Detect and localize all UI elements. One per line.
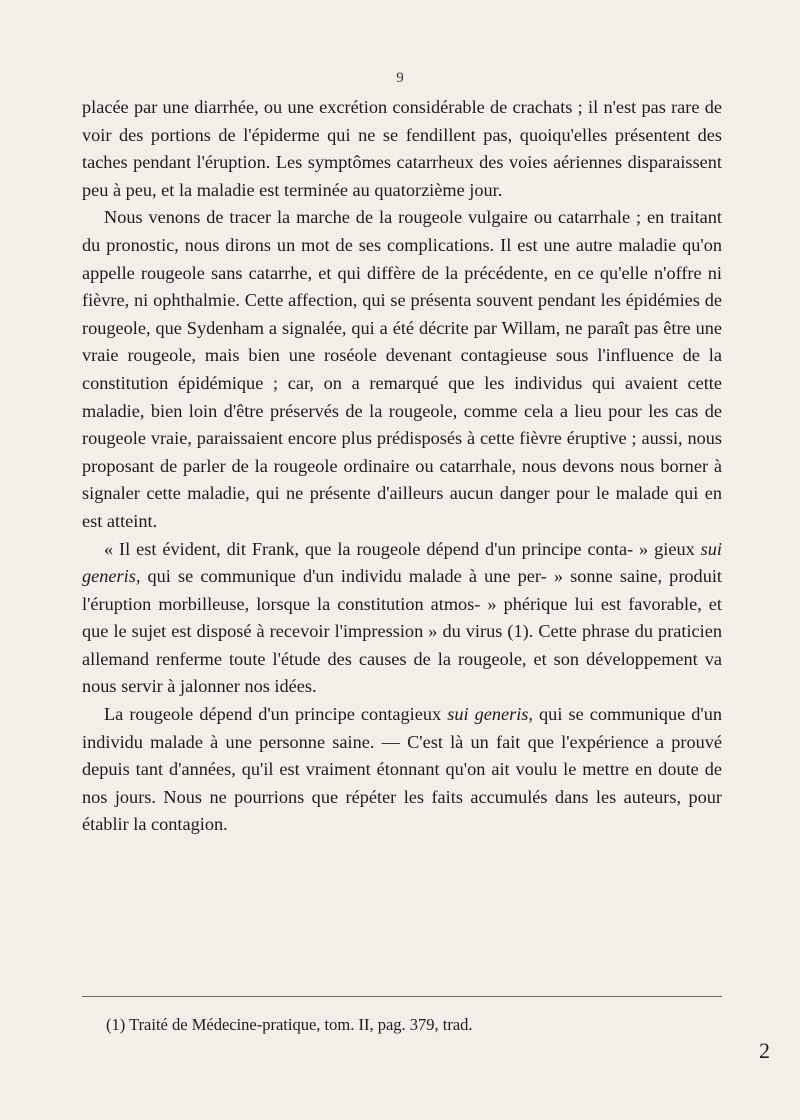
- paragraph-frank-quote: [82, 536, 722, 702]
- contagion-italic-sui-generis: sui generis,: [447, 704, 533, 725]
- paragraph-continued: placée par une diarrhée, ou une excrétion considérable de crachats ; il n'est pas rare de voir des portions de l'épiderme qui ne se fendillent pas, quoiqu'elles présentent des taches pendant l'éruption. Les symptômes catarrheux des voies aériennes disparaissent peu à peu, et la maladie est terminée au quatorzième jour.: [82, 97, 722, 200]
- quote-text-start: « Il est évident, dit Frank, que la rougeole dépend d'un principe conta- » gieux: [104, 538, 701, 559]
- quote-italic-sui-generis: sui generis,: [82, 538, 722, 587]
- body-text: [82, 94, 722, 839]
- signature-mark: 2: [759, 1038, 770, 1063]
- page-number: 9: [396, 70, 404, 86]
- footnote-divider: [82, 996, 722, 997]
- paragraph-measles-without-catarrh: Nous venons de tracer la marche de la rougeole vulgaire ou catarrhale ; en traitant du pronostic, nous dirons un mot de ses complications. Il est une autre maladie qu'on appelle rougeole sans catarrhe, et qui diffère de la précédente, en ce qu'elle n'offre ni fièvre, ni ophthalmie. Cette affection, qui se présenta souvent pendant les épidémies de rougeole, que Sydenham a signalée, qui a été décrite par Willam, ne paraît pas être une vraie rougeole, mais bien une roséole devenant contagieuse sous l'influence de la constitution épidémique ; car, on a remarqué que les individus qui avaient cette maladie, bien loin d'être préservés de la rougeole, comme cela a lieu pour les cas de rougeole vraie, paraissaient encore plus prédisposés à cette fièvre éruptive ; aussi, nous proposant de parler de la rougeole ordinaire ou catarrhale, nous devons nous borner à signaler cette maladie, qui ne présente d'ailleurs aucun danger pour le malade qui en est atteint.: [82, 207, 722, 531]
- footnote: (1) Traité de Médecine-pratique, tom. II, pag. 379, trad.: [106, 1015, 473, 1034]
- contagion-text-end: qui se communique d'un individu malade à une personne saine. — C'est là un fait que l'expérience a prouvé depuis tant d'années, qu'il est vraiment étonnant qu'on ait voulu le mettre en doute de nos jours. Nous ne pourrions que répéter les faits accumulés dans les auteurs, pour établir la contagion.: [82, 704, 722, 835]
- quote-text-end: qui se communique d'un individu malade à une per- » sonne saine, produit l'éruption morbilleuse, lorsque la constitution atmos- » phérique lui est favorable, et que le sujet est disposé à recevoir l'impression » du virus (1). Cette phrase du praticien allemand renferme toute l'étude des causes de la rougeole, et son développement va nous servir à jalonner nos idées.: [82, 566, 722, 697]
- contagion-text-start: La rougeole dépend d'un principe contagieux: [104, 704, 448, 725]
- paragraph-contagion: [82, 701, 722, 839]
